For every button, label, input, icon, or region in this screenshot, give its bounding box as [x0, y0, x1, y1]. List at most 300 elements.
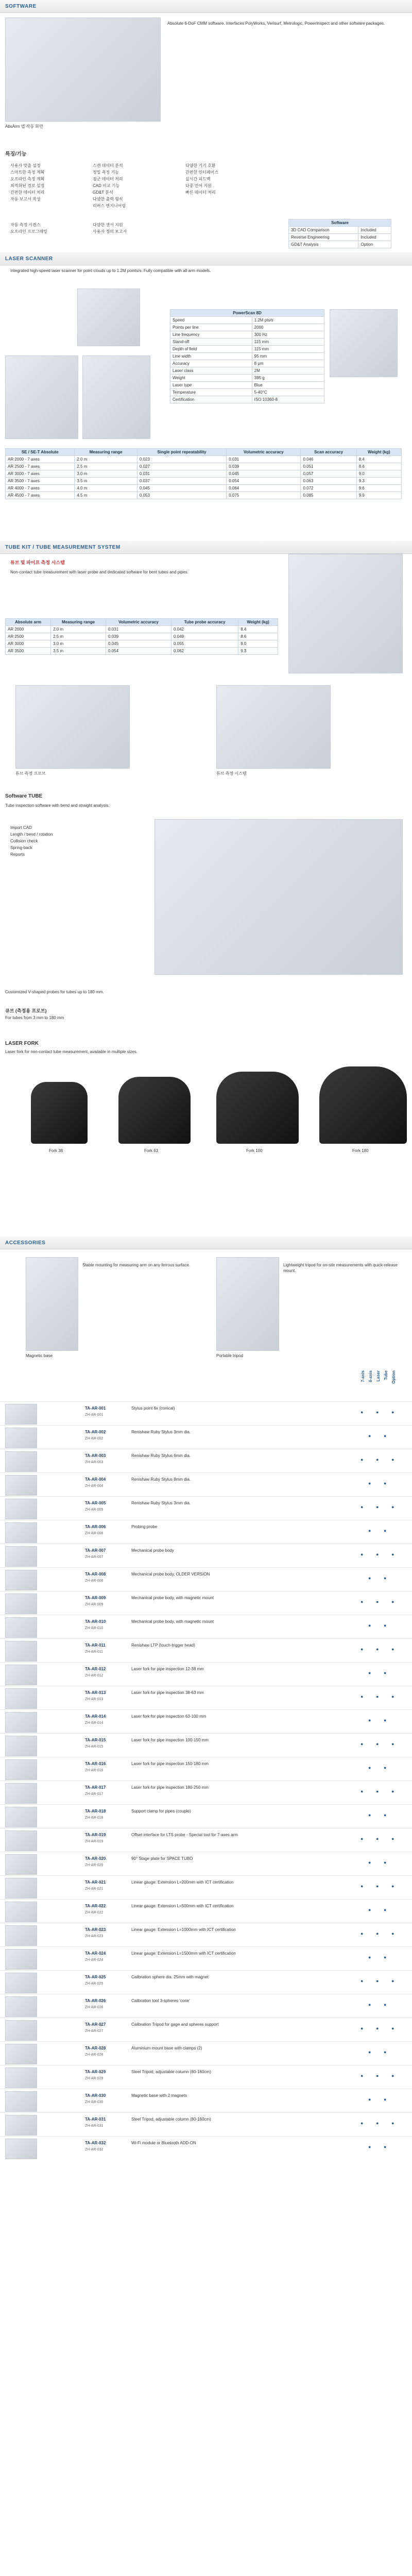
accessory-code: TA-AR-025: [85, 1975, 106, 1979]
compatibility-dot-icon: ●: [360, 1599, 364, 1604]
table-header: Scan accuracy: [301, 449, 356, 456]
table-cell: 0.075: [227, 492, 301, 499]
accessory-code: TA-AR-002: [85, 1430, 106, 1434]
table-row: [6, 640, 278, 648]
compatibility-dot-icon: ●: [368, 1623, 371, 1628]
accessories-section-bar: [0, 1236, 412, 1249]
accessory-code: TA-AR-003: [85, 1453, 106, 1458]
accessory-code: TA-AR-024: [85, 1951, 106, 1956]
accessory-description: Laser fork for pipe inspection 12-38 mm: [131, 1667, 204, 1671]
table-cell: 0.064: [227, 485, 301, 492]
accessory-code: TA-AR-027: [85, 2022, 106, 2027]
compatibility-dot-icon: ●: [384, 1955, 387, 1960]
features-left-list: [10, 162, 88, 202]
compatibility-dot-icon: ●: [368, 1718, 371, 1723]
compatibility-dot-icon: ●: [376, 2026, 379, 2031]
table-cell: 0.039: [227, 463, 301, 470]
table-cell: 4.0 m: [75, 485, 138, 492]
accessories-bar-title: ACCESSORIES: [5, 1240, 46, 1246]
compatibility-dot-icon: ●: [376, 1647, 379, 1652]
accessory-code: TA-AR-013: [85, 1690, 106, 1695]
feature-item: 사용자 맞춤 설정: [10, 163, 41, 168]
compatibility-dot-icon: ●: [384, 1765, 387, 1770]
accessory-thumbnail: [5, 1783, 37, 1804]
laser-fork-image: [31, 1082, 88, 1144]
table-cell: Points per line: [170, 324, 252, 331]
table-cell: 300 Hz: [252, 331, 324, 338]
compatibility-dot-icon: ●: [376, 1789, 379, 1794]
accessory-column-header: 6-axis: [368, 1370, 373, 1382]
accessory-description: Linear gauge: Extension L=1000mm with ICT certification: [131, 1927, 236, 1932]
table-cell: AR 2000: [6, 626, 51, 633]
tube-probe-caption: 튜브 측정 프로브: [15, 771, 46, 776]
table-cell: 0.055: [171, 640, 238, 648]
table-cell: 5-40°C: [252, 389, 324, 396]
accessory-description: Wi-Fi module or Bluetooth ADD-ON: [131, 2141, 196, 2145]
software-tube-intro: Tube inspection software with bend and straight analysis.: [5, 803, 110, 808]
accessory-subcode: ZH-AR-012: [85, 1674, 104, 1677]
compatibility-dot-icon: ●: [368, 1765, 371, 1770]
table-cell: 0.045: [137, 485, 226, 492]
accessory-code: TA-AR-016: [85, 1761, 106, 1766]
table-cell: Laser class: [170, 367, 252, 375]
accessory-row: [0, 1591, 412, 1615]
accessory-subcode: ZH-AR-018: [85, 1816, 104, 1820]
accessory-thumbnail: [5, 1451, 37, 1472]
compatibility-dot-icon: ●: [384, 1718, 387, 1723]
compatibility-dot-icon: ●: [368, 1907, 371, 1912]
accessory-row: [0, 1757, 412, 1781]
accessory-row: [0, 2136, 412, 2160]
laser-scanner-image: [77, 289, 140, 346]
table-cell: 0.072: [301, 485, 356, 492]
accessory-subcode: ZH-AR-023: [85, 1935, 104, 1938]
accessory-thumbnail: [5, 1807, 37, 1827]
tube-intro: Non-contact tube measurement with laser probe and dedicated software for bent tubes and pipes.: [10, 570, 188, 574]
feature-item: GD&T 분석: [93, 190, 113, 195]
accessory-code: TA-AR-009: [85, 1596, 106, 1600]
accessory-code: TA-AR-028: [85, 2046, 106, 2050]
accessory-row: [0, 1994, 412, 2018]
accessory-row: [0, 2065, 412, 2089]
compatibility-dot-icon: ●: [376, 1978, 379, 1984]
accessory-subcode: ZH-AR-031: [85, 2124, 104, 2128]
feature-item: 최적화된 경로 설정: [10, 183, 45, 188]
accessory-row: [0, 1804, 412, 1828]
table-cell: Weight: [170, 375, 252, 382]
table-cell: 8.6: [356, 463, 401, 470]
accessory-description: Renishaw Ruby Stylus 8mm dia.: [131, 1477, 191, 1482]
table-cell: 0.042: [171, 626, 238, 633]
accessory-subcode: ZH-AR-014: [85, 1721, 104, 1725]
table-cell: 9.0: [356, 470, 401, 478]
compatibility-dot-icon: ●: [391, 2026, 394, 2031]
table-cell: 0.051: [301, 463, 356, 470]
accessory-code: TA-AR-006: [85, 1524, 106, 1529]
compatibility-dot-icon: ●: [368, 1481, 371, 1486]
feature-item: 리버스 엔지니어링: [93, 204, 126, 208]
table-cell: 0.057: [301, 470, 356, 478]
accessory-thumbnail: [5, 1665, 37, 1685]
accessory-row: [0, 1709, 412, 1734]
feature-item: 실시간 피드백: [185, 177, 211, 181]
compatibility-dot-icon: ●: [384, 1670, 387, 1675]
table-cell: 2.0 m: [75, 456, 138, 463]
accessory-code: TA-AR-023: [85, 1927, 106, 1932]
table-cell: Line width: [170, 353, 252, 360]
compatibility-dot-icon: ●: [391, 1457, 394, 1462]
accessory-subcode: ZH-AR-010: [85, 1626, 104, 1630]
accessory-row: [0, 2018, 412, 2042]
table-cell: 0.031: [227, 456, 301, 463]
arm-image-1: [5, 355, 78, 439]
accessory-subcode: ZH-AR-021: [85, 1887, 104, 1891]
table-cell: Depth of field: [170, 346, 252, 353]
compatibility-dot-icon: ●: [368, 1528, 371, 1533]
table-cell: 3.0 m: [75, 470, 138, 478]
table-cell: 0.031: [106, 626, 171, 633]
table-row: [6, 648, 278, 655]
accessory-thumbnail: [5, 1570, 37, 1590]
table-cell: Accuracy: [170, 360, 252, 367]
compatibility-dot-icon: ●: [360, 1741, 364, 1747]
software-tube-heading: Software TUBE: [5, 793, 43, 799]
accessory-subcode: ZH-AR-020: [85, 1863, 104, 1867]
table-cell: 3D CAD Comparison: [289, 227, 358, 234]
compatibility-dot-icon: ●: [360, 1931, 364, 1936]
accessory-description: Aluminium mount base with clamps (2): [131, 2046, 202, 2050]
arm-model-table: [5, 448, 402, 499]
compatibility-dot-icon: ●: [368, 2002, 371, 2007]
accessory-code: TA-AR-011: [85, 1643, 106, 1648]
table-cell: 0.049: [171, 633, 238, 640]
compatibility-dot-icon: ●: [384, 2097, 387, 2102]
accessory-description: Mechanical probe body: [131, 1548, 174, 1553]
compatibility-dot-icon: ●: [391, 1789, 394, 1794]
accessory-code: TA-AR-007: [85, 1548, 106, 1553]
accessory-code: TA-AR-008: [85, 1572, 106, 1577]
accessory-description: Probing probe: [131, 1524, 158, 1529]
table-row: [6, 485, 402, 492]
accessory-thumbnail: [5, 1925, 37, 1946]
accessory-description: Support clamp for pipes (couple): [131, 1809, 191, 1814]
table-row: [6, 470, 402, 478]
tube-spec-table: [5, 618, 278, 655]
compatibility-dot-icon: ●: [391, 1694, 394, 1699]
feature-item: 자동 보고서 작성: [10, 197, 41, 201]
table-cell: 9.3: [238, 648, 278, 655]
accessory-column-header: 7-axis: [360, 1370, 365, 1382]
table-cell: 0.031: [137, 470, 226, 478]
accessory-code: TA-AR-030: [85, 2093, 106, 2098]
table-cell: 2M: [252, 367, 324, 375]
feature-item: 사용자 정의 보고서: [93, 229, 127, 234]
accessory-thumbnail: [5, 2067, 37, 2088]
cube-text: For tubes from 3 mm to 180 mm: [5, 1015, 64, 1020]
table-cell: 3.5 m: [51, 648, 106, 655]
tube-section-bar: [0, 541, 412, 554]
accessory-row: [0, 1970, 412, 1994]
accessory-subcode: ZH-AR-028: [85, 2053, 104, 2057]
accessory-description: Calibration tool 3-spheres 'cone': [131, 1998, 190, 2003]
table-cell: AR 4500 - 7 axes: [6, 492, 75, 499]
compatibility-dot-icon: ●: [360, 1884, 364, 1889]
laser-fork-heading: LASER FORK: [5, 1041, 39, 1046]
table-cell: 4.5 m: [75, 492, 138, 499]
compatibility-dot-icon: ●: [376, 1836, 379, 1841]
compatibility-dot-icon: ●: [376, 1504, 379, 1510]
accessory-subcode: ZH-AR-007: [85, 1555, 104, 1559]
accessory-subcode: ZH-AR-030: [85, 2100, 104, 2104]
bullet-item: Length / bend / rotation: [10, 832, 53, 837]
table-cell: ISO 10360-8: [252, 396, 324, 403]
accessory-row: [0, 1520, 412, 1544]
accessory-row: [0, 1923, 412, 1947]
accessory-row: [0, 1686, 412, 1710]
table-cell: 8.4: [238, 626, 278, 633]
software-caption: AbsArm 앱 작동 화면: [5, 124, 43, 129]
table-cell: Certification: [170, 396, 252, 403]
accessory-thumbnail: [5, 1878, 37, 1899]
accessory-subcode: ZH-AR-001: [85, 1413, 104, 1417]
accessory-thumbnail: [5, 1617, 37, 1638]
tube-heading: 튜브 및 파이프 측정 시스템: [10, 560, 65, 565]
compatibility-dot-icon: ●: [391, 2073, 394, 2078]
software-tube-screenshot: [154, 819, 403, 975]
accessory-row: [0, 1852, 412, 1876]
accessory-description: Mechanical probe body, OLDER VERSION: [131, 1572, 210, 1577]
table-cell: AR 4000 - 7 axes: [6, 485, 75, 492]
table-cell: 2.5 m: [51, 633, 106, 640]
compatibility-dot-icon: ●: [360, 1410, 364, 1415]
software-intro: Absolute 6-DoF CMM software. Interfaces PolyWorks, Verisurf, Metrologic, PowerInspect and other software packages.: [167, 21, 385, 26]
table-cell: 2000: [252, 324, 324, 331]
bullet-item: Spring-back: [10, 845, 32, 850]
table-cell: Temperature: [170, 389, 252, 396]
accessory-row: [0, 2041, 412, 2065]
compatibility-dot-icon: ●: [360, 1647, 364, 1652]
table-header: Weight (kg): [238, 619, 278, 626]
compatibility-dot-icon: ●: [384, 1575, 387, 1581]
table-header: Volumetric accuracy: [227, 449, 301, 456]
software-options-table: [288, 219, 391, 248]
accessory-row: [0, 2112, 412, 2137]
accessory-thumbnail: [5, 2020, 37, 2041]
accessory-subcode: ZH-AR-024: [85, 1958, 104, 1962]
bullet-item: Import CAD: [10, 825, 32, 830]
laser-intro: Integrated high-speed laser scanner for point clouds up to 1.2M points/s. Fully compatible with all arm models.: [10, 268, 211, 273]
table-cell: 9.9: [356, 492, 401, 499]
arm-image-2: [82, 355, 150, 439]
compatibility-dot-icon: ●: [360, 1504, 364, 1510]
accessory-subcode: ZH-AR-019: [85, 1840, 104, 1843]
accessory-thumbnail: [5, 2091, 37, 2112]
accessory-thumbnail: [5, 1996, 37, 2017]
accessory-description: Offset interface for LTS probe - Special tool for 7-axes arm: [131, 1833, 238, 1837]
table-header: Single point repeatability: [137, 449, 226, 456]
table-header: Volumetric accuracy: [106, 619, 171, 626]
features-heading: 특징/기능: [5, 151, 27, 157]
compatibility-dot-icon: ●: [368, 1575, 371, 1581]
compatibility-dot-icon: ●: [391, 1599, 394, 1604]
tube-system-photo: [216, 685, 331, 769]
accessory-row: [0, 1567, 412, 1591]
accessory-description: Renishaw LTP (touch-trigger head): [131, 1643, 195, 1648]
accessory-thumbnail: [5, 1404, 37, 1425]
laser-scan-result-image: [330, 309, 398, 377]
compatibility-dot-icon: ●: [391, 1552, 394, 1557]
table-header: SE / SE-T Absolute: [6, 449, 75, 456]
table-cell: 1.2M pts/s: [252, 317, 324, 324]
accessory-thumbnail: [5, 2044, 37, 2064]
compatibility-dot-icon: ●: [391, 1410, 394, 1415]
table-cell: 0.054: [106, 648, 171, 655]
table-cell: 0.045: [227, 470, 301, 478]
tube-system-image: [288, 554, 403, 673]
accessory-column-header: Tube: [384, 1370, 388, 1380]
accessory-description: Renishaw Ruby Stylus 3mm dia.: [131, 1501, 191, 1505]
laser-fork-image: [118, 1077, 191, 1144]
accessory-row: [0, 1662, 412, 1686]
compatibility-dot-icon: ●: [376, 1741, 379, 1747]
compatibility-dot-icon: ●: [384, 1481, 387, 1486]
table-cell: 0.085: [301, 492, 356, 499]
table-cell: 0.039: [106, 633, 171, 640]
table-cell: 3.0 m: [51, 640, 106, 648]
feature-item: 간편한 데이터 처리: [10, 190, 45, 195]
accessory-code: TA-AR-029: [85, 2070, 106, 2074]
accessory-column-header: Laser: [376, 1370, 381, 1382]
feature-item: 점군 데이터 처리: [93, 177, 123, 181]
software-section-bar: [0, 0, 412, 13]
accessory-row: [0, 1472, 412, 1497]
compatibility-dot-icon: ●: [360, 2026, 364, 2031]
accessory-thumbnail: [5, 1522, 37, 1543]
accessory-code: TA-AR-010: [85, 1619, 106, 1624]
accessory-code: TA-AR-022: [85, 1904, 106, 1908]
magnetic-base-text: Stable mounting for measuring arm on any ferrous surface.: [82, 1263, 190, 1267]
table-cell: 8.4: [356, 456, 401, 463]
laser-fork-label: Fork 38: [49, 1148, 63, 1153]
accessory-description: Linear gauge: Extension L=1500mm with ICT certification: [131, 1951, 236, 1956]
accessory-thumbnail: [5, 2139, 37, 2159]
accessory-code: TA-AR-019: [85, 1833, 106, 1837]
feature-item: 오프라인 측정 계획: [10, 177, 45, 181]
table-row: [6, 626, 278, 633]
tripod-image: [216, 1257, 279, 1351]
features-bottom-mid: [93, 222, 170, 235]
accessory-description: Calibration Tripod for gage and spheres support: [131, 2022, 219, 2027]
compatibility-dot-icon: ●: [360, 1789, 364, 1794]
software-screenshot: [5, 18, 161, 122]
compatibility-dot-icon: ●: [384, 1860, 387, 1865]
accessory-subcode: ZH-AR-016: [85, 1769, 104, 1772]
accessory-description: Linear gauge: Extension L=500mm with ICT certification: [131, 1904, 234, 1908]
compatibility-dot-icon: ●: [368, 2144, 371, 2149]
table-cell: AR 3000: [6, 640, 51, 648]
accessory-row: [0, 1449, 412, 1473]
magnetic-base-caption: Magnetic base: [26, 1353, 53, 1358]
compatibility-dot-icon: ●: [360, 1694, 364, 1699]
accessory-description: Steel Tripod, adjustable column (80-160cm): [131, 2070, 211, 2074]
accessory-subcode: ZH-AR-026: [85, 2006, 104, 2009]
accessory-description: Stylus point 6x (conical): [131, 1406, 175, 1411]
compatibility-dot-icon: ●: [368, 1955, 371, 1960]
table-cell: 395 g: [252, 375, 324, 382]
compatibility-dot-icon: ●: [391, 1647, 394, 1652]
compatibility-dot-icon: ●: [376, 1931, 379, 1936]
accessory-row: [0, 1496, 412, 1520]
compatibility-dot-icon: ●: [368, 2097, 371, 2102]
compatibility-dot-icon: ●: [376, 2073, 379, 2078]
table-cell: Speed: [170, 317, 252, 324]
accessory-row: [0, 1899, 412, 1923]
table-cell: 0.045: [106, 640, 171, 648]
table-cell: 115 mm: [252, 338, 324, 346]
table-header: Tube probe accuracy: [171, 619, 238, 626]
software-tube-bottom: Customized V-shaped probes for tubes up to 180 mm.: [5, 990, 104, 994]
feature-item: 자동 측정 시퀀스: [10, 223, 41, 227]
accessory-subcode: ZH-AR-025: [85, 1982, 104, 1986]
table-cell: AR 2500 - 7 axes: [6, 463, 75, 470]
accessory-row: [0, 1781, 412, 1805]
accessory-description: Renishaw Ruby Stylus 3mm dia.: [131, 1430, 191, 1434]
table-cell: 0.053: [137, 492, 226, 499]
compatibility-dot-icon: ●: [384, 2144, 387, 2149]
compatibility-dot-icon: ●: [376, 1457, 379, 1462]
accessory-thumbnail: [5, 1641, 37, 1662]
laser-bar-title: LASER SCANNER: [5, 256, 53, 262]
accessory-subcode: ZH-AR-004: [85, 1484, 104, 1488]
table-cell: 9.0: [238, 640, 278, 648]
accessory-subcode: ZH-AR-029: [85, 2077, 104, 2080]
accessory-thumbnail: [5, 1546, 37, 1567]
accessory-subcode: ZH-AR-009: [85, 1603, 104, 1606]
table-cell: 95 mm: [252, 353, 324, 360]
accessory-description: Magnetic base with 2 magnets: [131, 2093, 187, 2098]
accessory-code: TA-AR-012: [85, 1667, 106, 1671]
compatibility-dot-icon: ●: [376, 1410, 379, 1415]
table-cell: 0.037: [137, 478, 226, 485]
software-bar-title: SOFTWARE: [5, 3, 37, 9]
table-cell: Included: [358, 227, 391, 234]
table-cell: 9.3: [356, 478, 401, 485]
accessory-row: [0, 1425, 412, 1449]
table-cell: 2.5 m: [75, 463, 138, 470]
table-cell: GD&T Analysis: [289, 241, 358, 248]
accessory-code: TA-AR-001: [85, 1406, 106, 1411]
feature-item: 다양한 센서 지원: [93, 223, 123, 227]
accessory-thumbnail: [5, 1759, 37, 1780]
compatibility-dot-icon: ●: [368, 2049, 371, 2055]
accessory-description: Laser fork for pipe inspection 63-100 mm: [131, 1714, 207, 1719]
accessory-code: TA-AR-026: [85, 1998, 106, 2003]
table-cell: 0.046: [301, 456, 356, 463]
accessory-row: [0, 1615, 412, 1639]
tube-probe-image: [15, 685, 130, 769]
table-header: Measuring range: [75, 449, 138, 456]
compatibility-dot-icon: ●: [391, 1504, 394, 1510]
accessory-thumbnail: [5, 1594, 37, 1614]
feature-item: 오프라인 프로그래밍: [10, 229, 47, 234]
table-cell: Reverse Engineering: [289, 234, 358, 241]
table-cell: Laser type: [170, 382, 252, 389]
compatibility-dot-icon: ●: [376, 1884, 379, 1889]
compatibility-dot-icon: ●: [384, 1907, 387, 1912]
feature-item: 간편한 인터페이스: [185, 170, 219, 175]
table-cell: 0.054: [227, 478, 301, 485]
compatibility-dot-icon: ●: [391, 1884, 394, 1889]
